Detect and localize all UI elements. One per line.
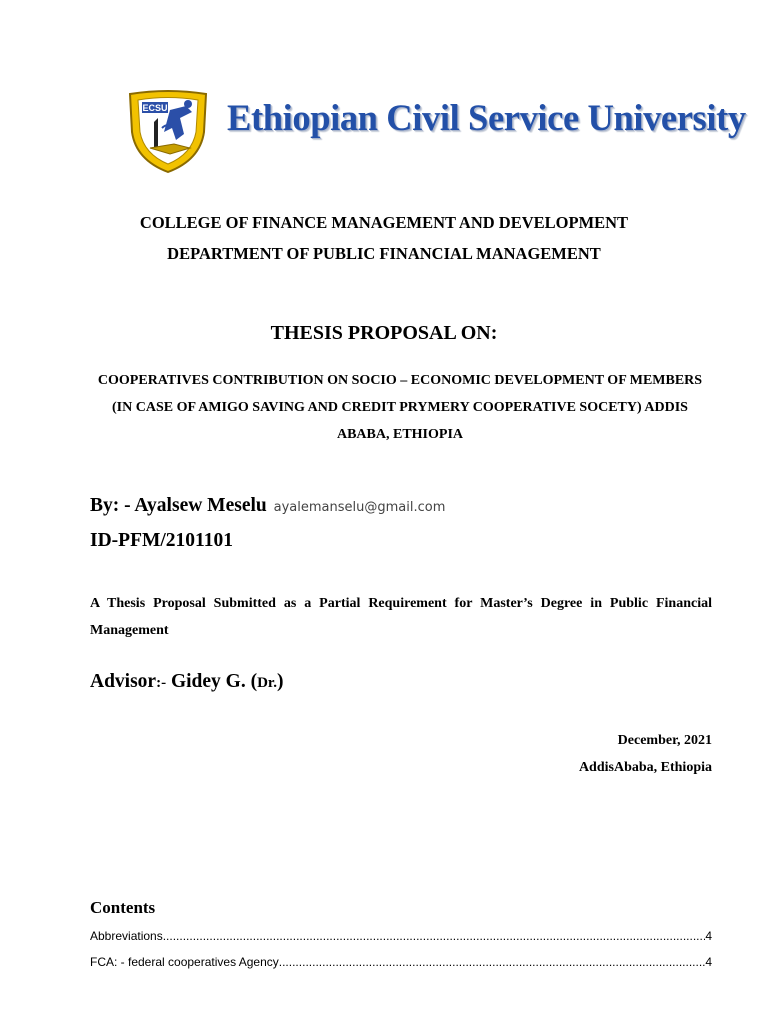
advisor-title: Dr. [257, 675, 277, 691]
college-name: COLLEGE OF FINANCE MANAGEMENT AND DEVELOPMENT [139, 213, 629, 232]
toc-entry-fca[interactable] [90, 955, 712, 981]
toc-entry-page: 4 [705, 955, 712, 969]
toc-entry-page: 4 [705, 929, 712, 943]
department-name: DEPARTMENT OF PUBLIC FINANCIAL MANAGEMENT [167, 244, 601, 263]
thesis-heading: THESIS PROPOSAL ON: [270, 322, 498, 344]
toc-leader-dots [163, 929, 706, 943]
university-header [124, 84, 746, 176]
author-line [90, 495, 445, 517]
submission-note: A Thesis Proposal Submitted as a Partial Requirement for Master’s Degree in Public Financial Management [90, 596, 712, 638]
toc-entry-abbreviations[interactable] [90, 929, 712, 955]
author-prefix: By: - [90, 495, 135, 516]
university-seal-icon [124, 88, 212, 174]
university-name: Ethiopian Civil Service University [227, 97, 746, 138]
contents-heading: Contents [90, 898, 156, 917]
toc-leader-dots [279, 955, 706, 969]
author-email[interactable]: ayalemanselu@gmail.com [273, 500, 446, 515]
student-id: ID-PFM/2101101 [90, 530, 233, 551]
thesis-topic: COOPERATIVES CONTRIBUTION ON SOCIO – ECONOMIC DEVELOPMENT OF MEMBERS (IN CASE OF AMIGO SAVING AND CREDIT PRYMERY COOPERATIVE SOCETY) ADDIS ABABA, ETHIOPIA [97, 373, 703, 442]
toc-entry-label: FCA: - federal cooperatives Agency [90, 955, 279, 969]
advisor-name: Gidey G. ( [166, 671, 258, 692]
table-of-contents [90, 929, 712, 981]
advisor-line [90, 671, 283, 693]
submission-place: AddisAbaba, Ethiopia [578, 760, 712, 775]
seal-text: ECSU [142, 103, 168, 113]
advisor-separator: :- [156, 675, 167, 691]
author-name: Ayalsew Meselu [134, 495, 267, 516]
advisor-close: ) [276, 671, 284, 692]
advisor-label: Advisor [90, 671, 157, 692]
submission-date: December, 2021 [617, 733, 712, 748]
toc-entry-label: Abbreviations [90, 929, 163, 943]
